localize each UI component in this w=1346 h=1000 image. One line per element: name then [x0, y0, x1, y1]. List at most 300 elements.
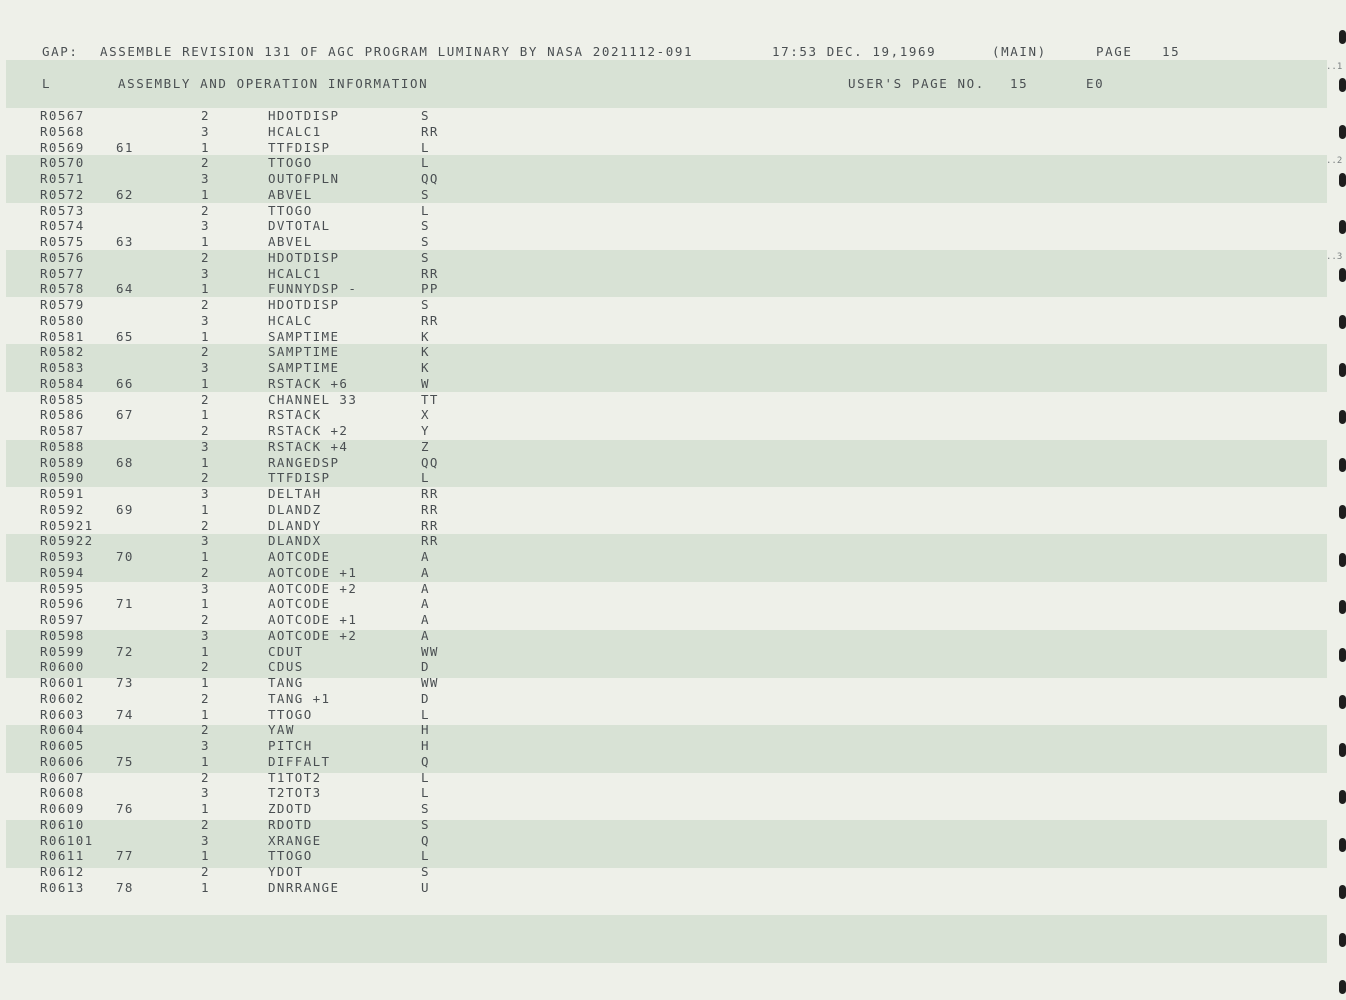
row-sequence: 1	[201, 139, 210, 155]
table-row	[0, 848, 700, 864]
row-code: L	[421, 139, 430, 155]
sprocket-hole	[1339, 410, 1346, 424]
row-code: RR	[421, 533, 439, 549]
row-sequence: 3	[201, 533, 210, 549]
row-sequence: 2	[201, 769, 210, 785]
row-symbol: SAMPTIME	[268, 360, 340, 375]
row-location: R0588	[40, 438, 85, 454]
table-row	[0, 612, 700, 628]
row-symbol: ABVEL	[268, 186, 313, 202]
row-number: 67	[116, 407, 134, 423]
row-symbol: AOTCODE +2	[268, 627, 358, 643]
row-location: R0574	[40, 218, 85, 234]
table-row	[0, 203, 700, 219]
row-symbol: RSTACK +6	[268, 375, 349, 391]
sprocket-hole	[1339, 505, 1346, 519]
row-location: R0606	[40, 753, 85, 769]
row-code: S	[421, 249, 430, 265]
table-row	[0, 486, 700, 502]
row-code: QQ	[421, 454, 439, 470]
row-location: R0572	[40, 186, 85, 202]
table-row	[0, 785, 700, 801]
sprocket-hole	[1339, 980, 1346, 994]
row-sequence: 1	[201, 549, 210, 564]
row-sequence: 2	[201, 864, 210, 879]
table-row	[0, 518, 700, 534]
sprocket-hole	[1339, 30, 1346, 44]
row-symbol: DVTOTAL	[268, 218, 331, 234]
row-sequence: 3	[201, 738, 210, 753]
row-location: R05921	[40, 517, 94, 533]
header-gap: GAP:	[42, 44, 79, 59]
sprocket-hole	[1339, 553, 1346, 567]
row-symbol: HCALC1	[268, 123, 322, 139]
row-code: W	[421, 375, 430, 391]
row-code: D	[421, 690, 430, 706]
row-symbol: T2TOT3	[268, 785, 322, 801]
header-page-number: 15	[1162, 44, 1181, 59]
row-location: R0611	[40, 848, 85, 864]
table-row	[0, 155, 700, 171]
sprocket-hole	[1339, 125, 1346, 139]
table-row	[0, 880, 700, 896]
row-sequence: 1	[201, 643, 210, 659]
row-symbol: DNRRANGE	[268, 879, 340, 895]
header-main: (MAIN)	[992, 44, 1047, 59]
row-sequence: 1	[201, 234, 210, 249]
row-symbol: OUTOFPLN	[268, 171, 340, 186]
row-code: A	[421, 627, 430, 643]
row-code: RR	[421, 312, 439, 328]
row-location: R0571	[40, 171, 85, 186]
table-row	[0, 581, 700, 597]
row-code: RR	[421, 123, 439, 139]
row-sequence: 1	[201, 848, 210, 864]
row-location: R0604	[40, 722, 85, 738]
row-location: R0586	[40, 407, 85, 423]
row-location: R0569	[40, 139, 85, 155]
row-sequence: 1	[201, 675, 210, 690]
table-row	[0, 187, 700, 203]
row-location: R0579	[40, 297, 85, 312]
row-location: R0613	[40, 879, 85, 895]
users-page-number: 15	[1010, 76, 1029, 91]
row-symbol: RSTACK +2	[268, 423, 349, 438]
row-code: L	[421, 155, 430, 171]
row-symbol: ABVEL	[268, 234, 313, 249]
row-code: S	[421, 218, 430, 234]
row-symbol: ZDOTD	[268, 801, 313, 816]
row-sequence: 3	[201, 360, 210, 375]
row-location: R0597	[40, 612, 85, 627]
margin-mark: ..2	[1326, 156, 1343, 166]
row-sequence: 3	[201, 486, 210, 501]
row-number: 72	[116, 643, 134, 659]
sprocket-hole	[1339, 648, 1346, 662]
row-sequence: 2	[201, 690, 210, 706]
row-location: R06101	[40, 832, 94, 848]
row-sequence: 1	[201, 186, 210, 202]
row-symbol: RSTACK +4	[268, 438, 349, 454]
row-location: R05922	[40, 533, 94, 549]
row-code: WW	[421, 675, 439, 690]
row-location: R0601	[40, 675, 85, 690]
row-sequence: 1	[201, 281, 210, 297]
sprocket-hole	[1339, 838, 1346, 852]
row-location: R0576	[40, 249, 85, 265]
row-symbol: CDUS	[268, 659, 304, 675]
sprocket-hole	[1339, 790, 1346, 804]
row-number: 76	[116, 801, 134, 816]
row-symbol: HDOTDISP	[268, 249, 340, 265]
row-number: 73	[116, 675, 134, 690]
header-time: 17:53 DEC. 19,1969	[772, 44, 937, 59]
table-row	[0, 108, 700, 124]
row-code: RR	[421, 265, 439, 281]
row-sequence: 1	[201, 801, 210, 816]
row-code: WW	[421, 643, 439, 659]
row-location: R0612	[40, 864, 85, 879]
row-symbol: HCALC1	[268, 265, 322, 281]
row-symbol: TANG +1	[268, 690, 331, 706]
table-row	[0, 722, 700, 738]
row-symbol: HCALC	[268, 312, 313, 328]
row-code: S	[421, 801, 430, 816]
row-location: R0591	[40, 486, 85, 501]
row-symbol: PITCH	[268, 738, 313, 753]
row-sequence: 3	[201, 265, 210, 281]
row-code: S	[421, 108, 430, 123]
row-sequence: 1	[201, 879, 210, 895]
row-symbol: RANGEDSP	[268, 454, 340, 470]
row-number: 65	[116, 328, 134, 344]
table-row	[0, 329, 700, 345]
table-row	[0, 297, 700, 313]
row-location: R0575	[40, 234, 85, 249]
row-sequence: 2	[201, 423, 210, 438]
row-location: R0592	[40, 501, 85, 517]
row-sequence: 2	[201, 564, 210, 580]
row-number: 66	[116, 375, 134, 391]
row-sequence: 3	[201, 171, 210, 186]
row-number: 75	[116, 753, 134, 769]
row-symbol: DELTAH	[268, 486, 322, 501]
row-code: A	[421, 549, 430, 564]
row-location: R0603	[40, 706, 85, 722]
section-code: E0	[1086, 76, 1105, 91]
sprocket-hole	[1339, 600, 1346, 614]
section-title: ASSEMBLY AND OPERATION INFORMATION	[118, 76, 429, 91]
table-row	[0, 502, 700, 518]
row-location: R0608	[40, 785, 85, 801]
row-number: 74	[116, 706, 134, 722]
table-row	[0, 392, 700, 408]
table-row	[0, 140, 700, 156]
sprocket-hole	[1339, 933, 1346, 947]
row-sequence: 3	[201, 627, 210, 643]
row-sequence: 3	[201, 438, 210, 454]
row-sequence: 3	[201, 218, 210, 234]
sprocket-hole	[1339, 363, 1346, 377]
row-sequence: 3	[201, 580, 210, 596]
print-header	[42, 44, 1242, 60]
row-symbol: AOTCODE +1	[268, 612, 358, 627]
row-code: L	[421, 785, 430, 801]
table-row	[0, 675, 700, 691]
row-sequence: 3	[201, 123, 210, 139]
table-row	[0, 171, 700, 187]
row-sequence: 2	[201, 816, 210, 832]
row-location: R0598	[40, 627, 85, 643]
row-symbol: TTOGO	[268, 706, 313, 722]
row-code: H	[421, 738, 430, 753]
row-location: R0587	[40, 423, 85, 438]
row-sequence: 1	[201, 328, 210, 344]
row-symbol: AOTCODE	[268, 596, 331, 612]
row-code: K	[421, 328, 430, 344]
row-location: R0600	[40, 659, 85, 675]
table-row	[0, 455, 700, 471]
row-sequence: 1	[201, 501, 210, 517]
table-row	[0, 770, 700, 786]
row-symbol: AOTCODE	[268, 549, 331, 564]
row-number: 70	[116, 549, 134, 564]
row-code: RR	[421, 501, 439, 517]
row-code: H	[421, 722, 430, 738]
row-location: R0570	[40, 155, 85, 171]
row-symbol: XRANGE	[268, 832, 322, 848]
table-row	[0, 754, 700, 770]
row-location: R0580	[40, 312, 85, 328]
row-code: Y	[421, 423, 430, 438]
row-sequence: 1	[201, 407, 210, 423]
row-location: R0605	[40, 738, 85, 753]
row-code: S	[421, 864, 430, 879]
row-number: 68	[116, 454, 134, 470]
row-location: R0607	[40, 769, 85, 785]
row-code: S	[421, 816, 430, 832]
row-code: Q	[421, 753, 430, 769]
row-number: 64	[116, 281, 134, 297]
table-row	[0, 407, 700, 423]
table-row	[0, 596, 700, 612]
table-row	[0, 423, 700, 439]
row-number: 78	[116, 879, 134, 895]
table-row	[0, 659, 700, 675]
row-location: R0568	[40, 123, 85, 139]
row-symbol: TANG	[268, 675, 304, 690]
table-row	[0, 250, 700, 266]
row-number: 62	[116, 186, 134, 202]
row-sequence: 1	[201, 454, 210, 470]
row-code: X	[421, 407, 430, 423]
row-symbol: SAMPTIME	[268, 344, 340, 360]
row-code: K	[421, 360, 430, 375]
table-row	[0, 470, 700, 486]
green-band	[6, 915, 1327, 963]
row-code: PP	[421, 281, 439, 297]
row-location: R0594	[40, 564, 85, 580]
section-header	[42, 76, 1242, 92]
table-row	[0, 738, 700, 754]
row-symbol: DLANDY	[268, 517, 322, 533]
row-code: L	[421, 706, 430, 722]
row-code: S	[421, 297, 430, 312]
row-code: D	[421, 659, 430, 675]
header-page-label: PAGE	[1096, 44, 1133, 59]
row-code: A	[421, 564, 430, 580]
row-sequence: 3	[201, 832, 210, 848]
sprocket-hole	[1339, 885, 1346, 899]
row-symbol: TTFDISP	[268, 470, 331, 486]
sprocket-hole	[1339, 78, 1346, 92]
row-location: R0590	[40, 470, 85, 486]
row-number: 69	[116, 501, 134, 517]
table-row	[0, 801, 700, 817]
row-location: R0589	[40, 454, 85, 470]
table-row	[0, 218, 700, 234]
row-sequence: 2	[201, 391, 210, 407]
row-code: A	[421, 612, 430, 627]
row-sequence: 1	[201, 375, 210, 391]
table-row	[0, 817, 700, 833]
table-row	[0, 864, 700, 880]
row-number: 71	[116, 596, 134, 612]
row-location: R0593	[40, 549, 85, 564]
row-location: R0581	[40, 328, 85, 344]
row-location: R0596	[40, 596, 85, 612]
table-row	[0, 313, 700, 329]
row-sequence: 2	[201, 517, 210, 533]
row-sequence: 1	[201, 596, 210, 612]
sprocket-hole	[1339, 743, 1346, 757]
row-symbol: YAW	[268, 722, 295, 738]
row-sequence: 2	[201, 155, 210, 171]
row-symbol: CDUT	[268, 643, 304, 659]
row-location: R0577	[40, 265, 85, 281]
section-marker: L	[42, 76, 52, 91]
row-code: A	[421, 580, 430, 596]
row-symbol: T1TOT2	[268, 769, 322, 785]
row-code: QQ	[421, 171, 439, 186]
margin-mark: ..1	[1326, 62, 1343, 72]
row-symbol: HDOTDISP	[268, 297, 340, 312]
row-sequence: 3	[201, 312, 210, 328]
row-code: TT	[421, 391, 439, 407]
listing-table	[0, 108, 700, 896]
row-location: R0602	[40, 690, 85, 706]
row-sequence: 1	[201, 706, 210, 722]
row-location: R0573	[40, 202, 85, 218]
row-symbol: AOTCODE +2	[268, 580, 358, 596]
row-sequence: 2	[201, 722, 210, 738]
row-number: 77	[116, 848, 134, 864]
table-row	[0, 266, 700, 282]
row-location: R0578	[40, 281, 85, 297]
users-page-label: USER'S PAGE NO.	[848, 76, 985, 91]
row-code: RR	[421, 517, 439, 533]
row-location: R0584	[40, 375, 85, 391]
table-row	[0, 439, 700, 455]
table-row	[0, 234, 700, 250]
row-symbol: RDOTD	[268, 816, 313, 832]
row-code: L	[421, 470, 430, 486]
row-sequence: 2	[201, 249, 210, 265]
table-row	[0, 644, 700, 660]
row-symbol: CHANNEL 33	[268, 391, 358, 407]
row-symbol: HDOTDISP	[268, 108, 340, 123]
row-code: L	[421, 848, 430, 864]
row-number: 61	[116, 139, 134, 155]
table-row	[0, 549, 700, 565]
row-symbol: YDOT	[268, 864, 304, 879]
table-row	[0, 344, 700, 360]
row-sequence: 2	[201, 202, 210, 218]
row-sequence: 1	[201, 753, 210, 769]
row-location: R0585	[40, 391, 85, 407]
table-row	[0, 707, 700, 723]
row-sequence: 2	[201, 470, 210, 486]
sprocket-hole	[1339, 220, 1346, 234]
row-symbol: FUNNYDSP -	[268, 281, 358, 297]
header-title: ASSEMBLE REVISION 131 OF AGC PROGRAM LUMINARY BY NASA 2021112-091	[100, 44, 694, 59]
row-code: Z	[421, 438, 430, 454]
row-location: R0610	[40, 816, 85, 832]
row-sequence: 2	[201, 108, 210, 123]
row-location: R0599	[40, 643, 85, 659]
row-symbol: SAMPTIME	[268, 328, 340, 344]
sprocket-hole	[1339, 173, 1346, 187]
row-location: R0582	[40, 344, 85, 360]
row-symbol: AOTCODE +1	[268, 564, 358, 580]
row-sequence: 2	[201, 612, 210, 627]
row-code: A	[421, 596, 430, 612]
table-row	[0, 281, 700, 297]
row-symbol: DIFFALT	[268, 753, 331, 769]
row-symbol: TTOGO	[268, 202, 313, 218]
row-code: L	[421, 769, 430, 785]
margin-mark: ..3	[1326, 252, 1343, 262]
table-row	[0, 691, 700, 707]
row-code: K	[421, 344, 430, 360]
table-row	[0, 360, 700, 376]
sprocket-hole	[1339, 458, 1346, 472]
row-code: RR	[421, 486, 439, 501]
row-symbol: TTFDISP	[268, 139, 331, 155]
sprocket-hole	[1339, 315, 1346, 329]
row-number: 63	[116, 234, 134, 249]
row-symbol: DLANDZ	[268, 501, 322, 517]
row-code: Q	[421, 832, 430, 848]
row-code: S	[421, 234, 430, 249]
row-sequence: 3	[201, 785, 210, 801]
row-location: R0609	[40, 801, 85, 816]
table-row	[0, 628, 700, 644]
row-symbol: DLANDX	[268, 533, 322, 549]
table-row	[0, 565, 700, 581]
row-sequence: 2	[201, 344, 210, 360]
table-row	[0, 533, 700, 549]
sprocket-hole	[1339, 695, 1346, 709]
row-location: R0583	[40, 360, 85, 375]
table-row	[0, 376, 700, 392]
row-location: R0595	[40, 580, 85, 596]
row-symbol: TTOGO	[268, 848, 313, 864]
row-symbol: RSTACK	[268, 407, 322, 423]
sprocket-hole	[1339, 268, 1346, 282]
row-sequence: 2	[201, 659, 210, 675]
row-symbol: TTOGO	[268, 155, 313, 171]
